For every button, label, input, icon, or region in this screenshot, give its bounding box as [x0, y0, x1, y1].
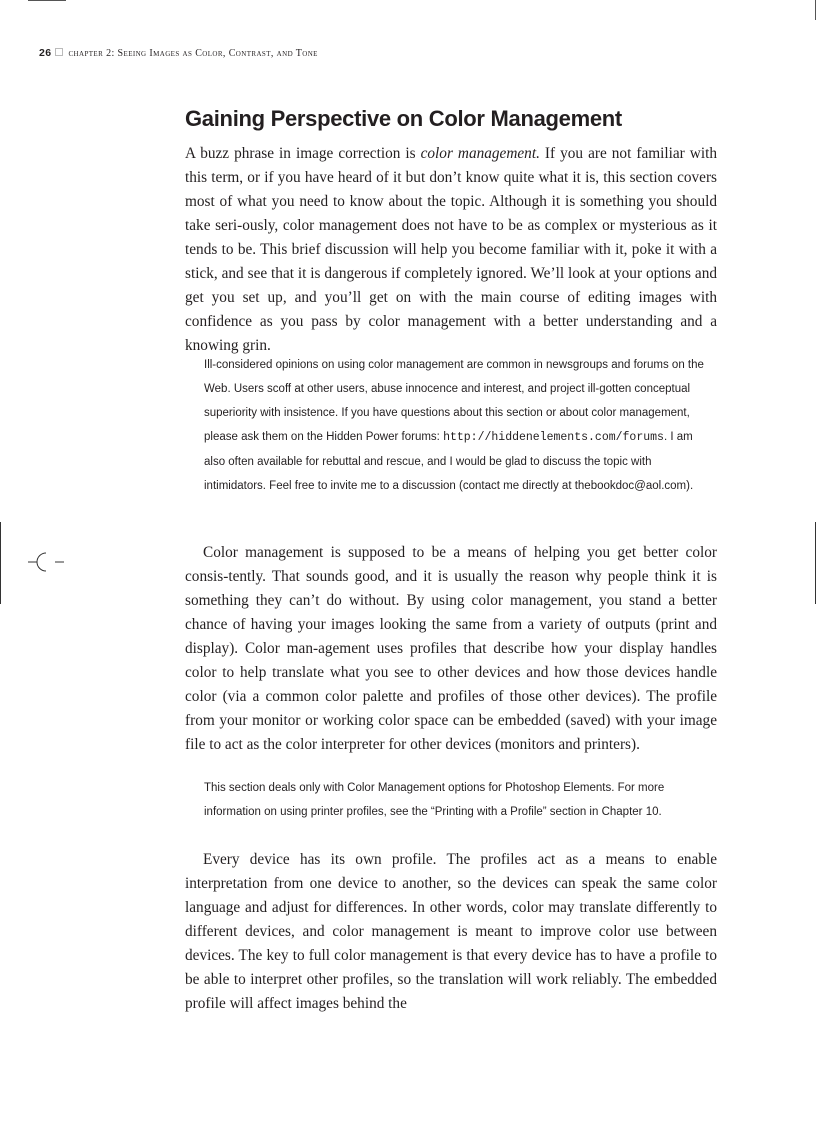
- note-forums-text: Ill-considered opinions on using color management are common in newsgroups and forums on the Web. Users scoff at other users, abuse innocence and interest, and project ill-gotten conceptual superiority with insistence. If you have questions about this section or about color management, please ask them on the Hidden Power forums:: [204, 359, 704, 443]
- body-paragraph-intro: [185, 142, 717, 358]
- forums-url-part2[interactable]: .com/forums: [588, 431, 664, 444]
- note-scope: This section deals only with Color Management options for Photoshop Elements. For more information on using printer profiles, see the “Printing with a Profile” section in Chapter 10.: [204, 782, 665, 818]
- chapter-title: chapter 2: Seeing Images as Color, Contrast, and Tone: [68, 48, 318, 59]
- body-paragraph-color-management: Color management is supposed to be a means of helping you get better color consis-tently. That sounds good, and it is usually the reason why people think it is something they can’t do without. By using color management, you stand a better chance of having your images looking the same from a variety of outputs (print and display). Color man-agement uses profiles that describe how your display handles color to help translate what you see to other devices and how those devices handle color (via a common color palette and profiles of those other devices). The profile from your monitor or working color space can be embedded (saved) with your image file to act as the color interpreter for other devices (monitors and printers).: [185, 544, 717, 753]
- key-term: color management.: [420, 145, 540, 162]
- forums-url-part1[interactable]: http://hiddenelements: [443, 431, 589, 444]
- note-forums: [204, 353, 716, 498]
- running-head: [39, 47, 318, 59]
- intro-text-rest: If you are not familiar with this term, or if you have heard of it but don’t know quite what it is, this section covers most of what you need to know about the topic. Although it is something you should take seri-ously, color management does not have to be as complex or mysterious as it tends to be. This brief discussion will help you become familiar with it, poke it with a stick, and see that it is dangerous if completely ignored. We’ll look at your options and get you set up, and you’ll get on with the main course of editing images with confidence as you pass by color management with a better understanding and a knowing grin.: [185, 145, 717, 354]
- note-forums-text-end: . I am also often available for rebuttal and rescue, and I would be glad to discuss the topic with intimidators. Feel free to invite me to a discussion (contact me directly at thebookdoc@aol.com).: [204, 431, 694, 492]
- intro-text-start: A buzz phrase in image correction is: [185, 145, 421, 162]
- square-bullet-icon: [55, 48, 63, 56]
- registration-mark-icon: [28, 551, 68, 573]
- top-rule: [28, 0, 66, 1]
- section-heading: Gaining Perspective on Color Management: [185, 106, 622, 131]
- left-registration-line: [0, 522, 1, 604]
- page-number: 26: [39, 47, 52, 59]
- body-paragraph-device-profiles: Every device has its own profile. The profiles act as a means to enable interpretation from one device to another, so the devices can speak the same color language and adjust for differences. In other words, color may translate differently to different devices, and color management is meant to improve color use between devices. The key to full color management is that every device has to have a profile to be able to interpret other profiles, so the translation will work reliably. The embedded profile will affect images behind the: [185, 851, 717, 1012]
